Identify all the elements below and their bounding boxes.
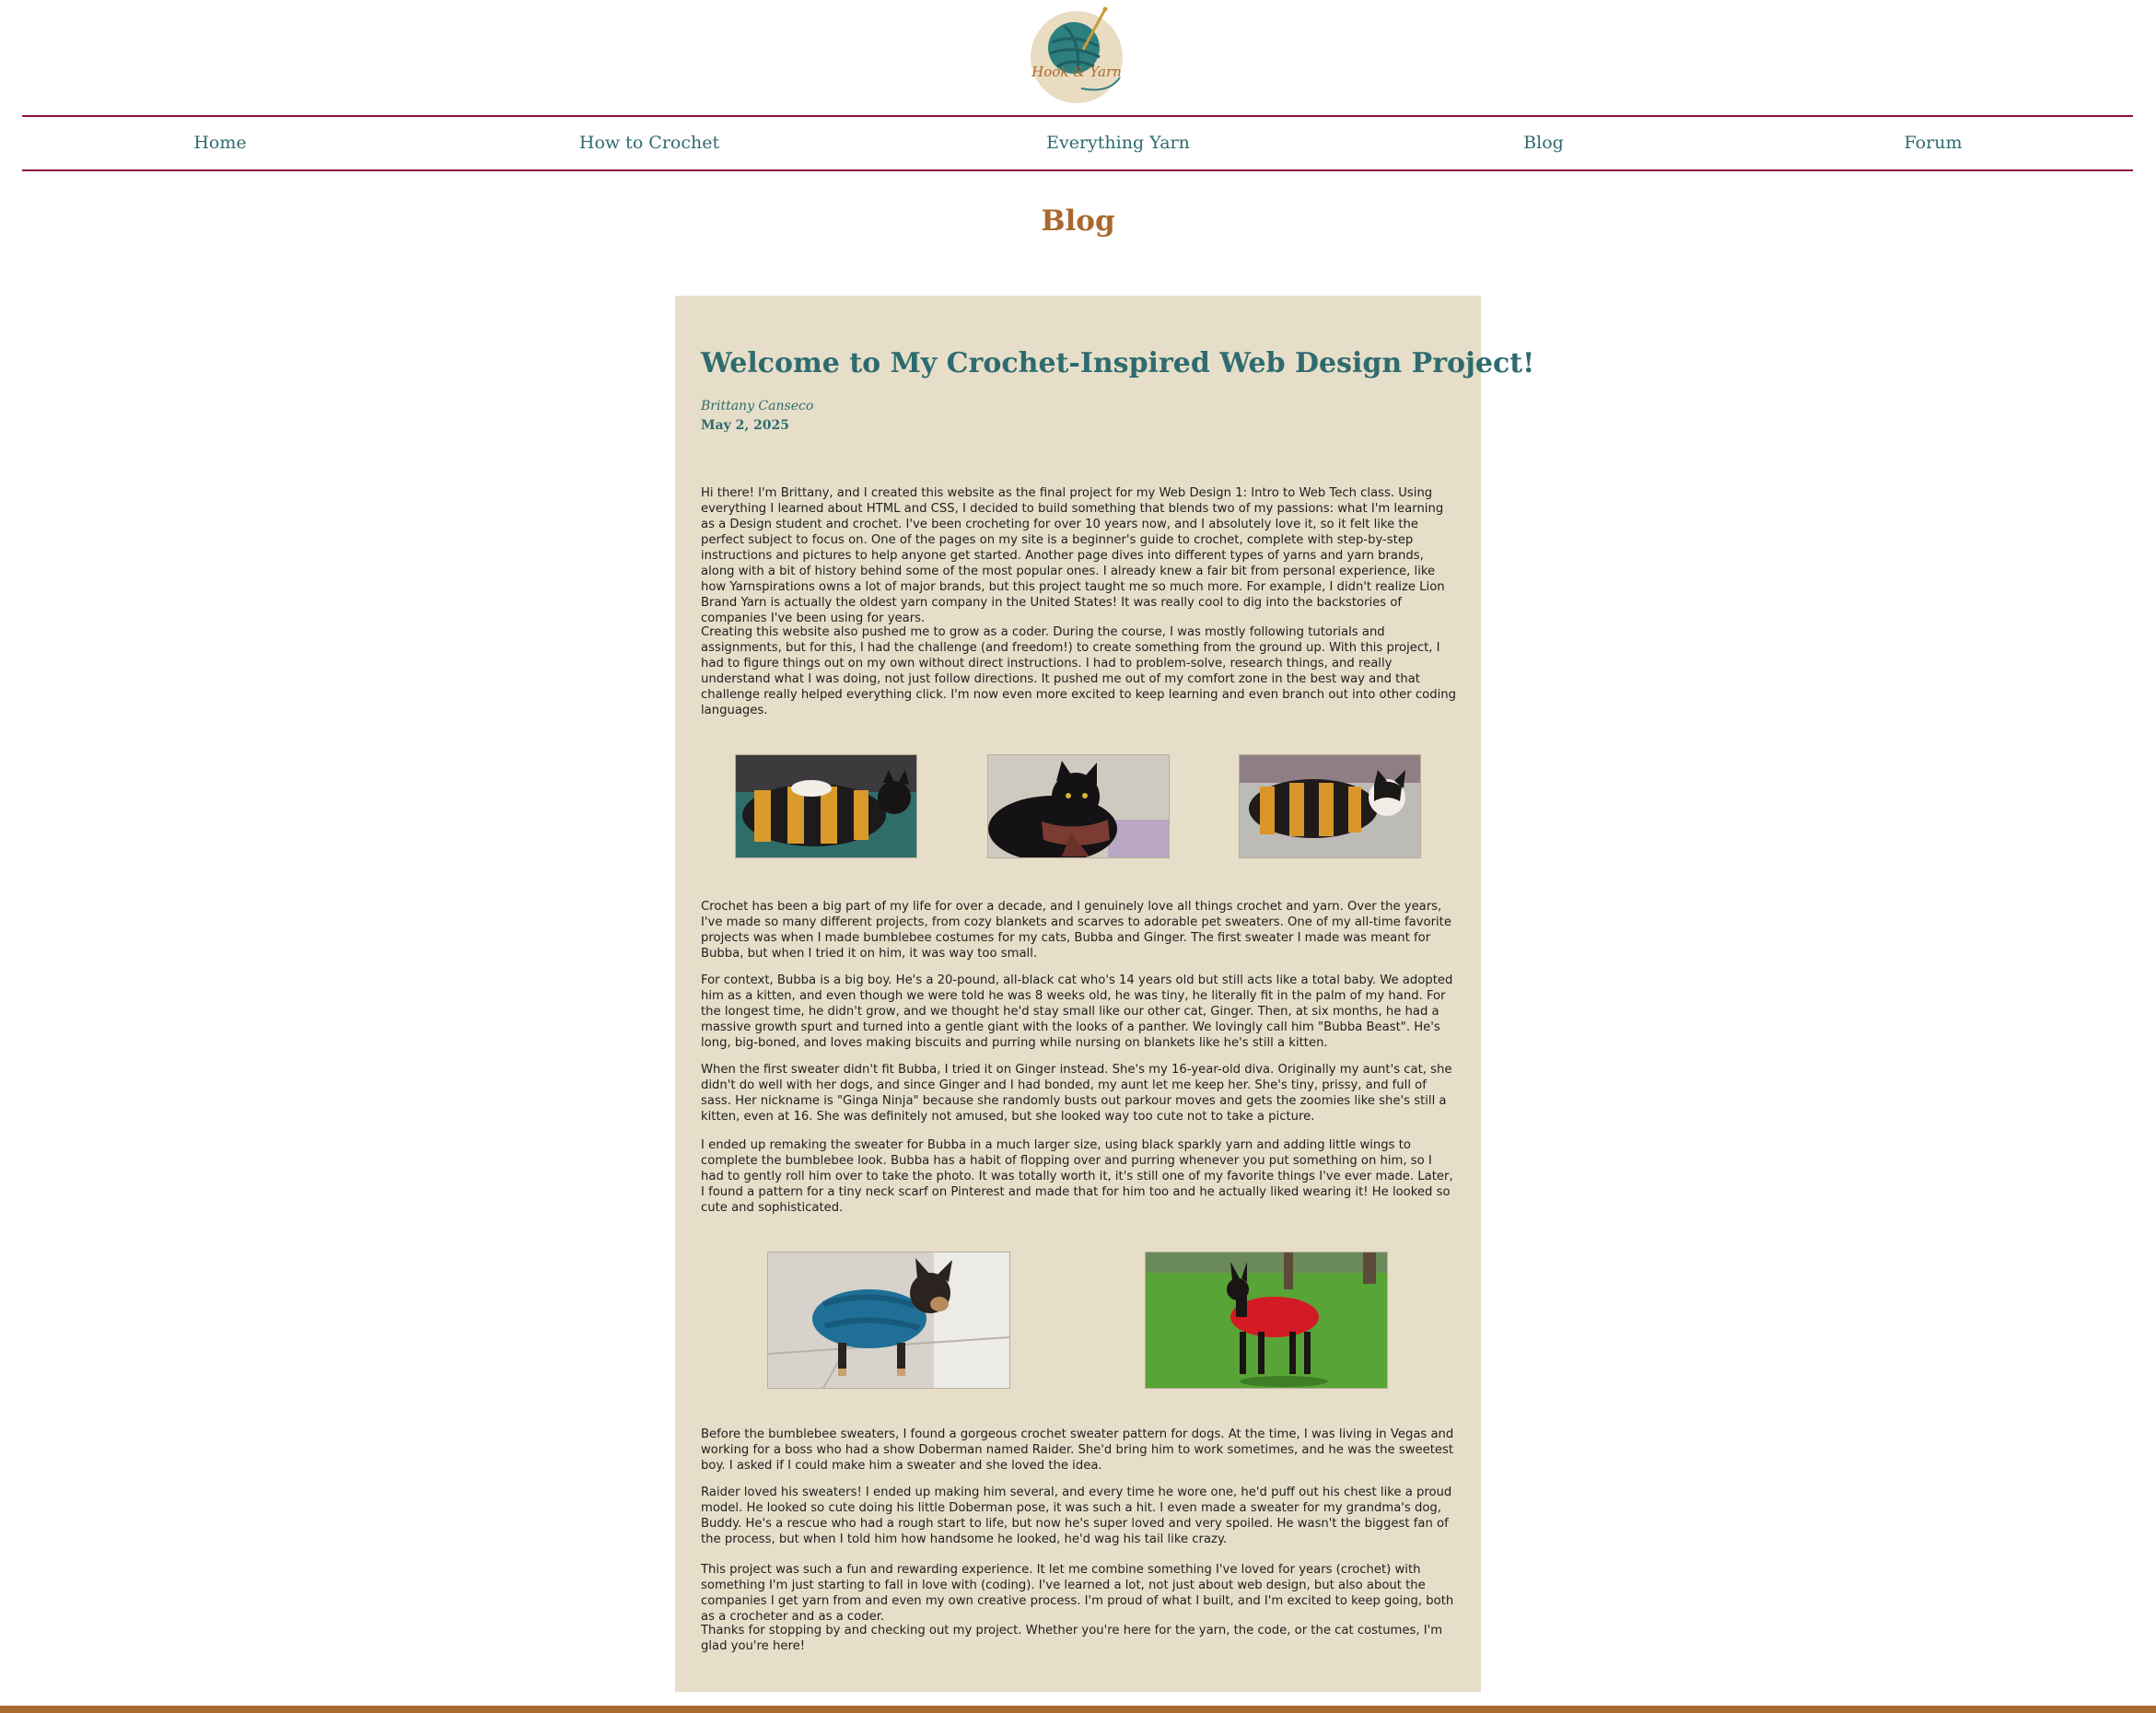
photo-ginger-bumblebee-sweater — [735, 754, 917, 858]
post-paragraph: Before the bumblebee sweaters, I found a gorgeous crochet sweater pattern for dogs. At the time, I was living in Vegas and working for a boss who had a show Doberman named Raider. She'd bring him to work sometimes, and he was the sweetest boy. I asked if I could make him a sweater and she loved the idea. — [701, 1428, 1454, 1473]
page-title: Blog — [1041, 204, 1115, 238]
photo-bubba-neck-scarf — [987, 754, 1170, 858]
nav-item-how-to-crochet[interactable]: How to Crochet — [578, 133, 720, 153]
post-paragraph: I ended up remaking the sweater for Bubba in a much larger size, using black sparkly yarn and adding little wings to complete the bumblebee look. Bubba has a habit of flopping over and purring whenever you put something on him, so I had to gently roll him over to take the photo. It was totally worth it, it's still one of my favorite things I've ever made. Later, I found a pattern for a tiny neck scarf on Pinterest and made that for him too and he actually liked wearing it! He looked so cute and sophisticated. — [701, 1138, 1453, 1215]
post-title: Welcome to My Crochet-Inspired Web Design Project! — [701, 347, 1535, 379]
nav-item-home[interactable]: Home — [193, 133, 247, 153]
nav-item-forum[interactable]: Forum — [1904, 133, 1963, 153]
nav-item-everything-yarn[interactable]: Everything Yarn — [1046, 133, 1190, 153]
nav-bottom-rule — [22, 169, 2133, 171]
photo-bubba-bumblebee-sweater — [1239, 754, 1421, 858]
blog-post-card — [675, 296, 1535, 1692]
post-paragraph: Creating this website also pushed me to grow as a coder. During the course, I was mostly following tutorials and assignments, but for this, I had the challenge (and freedom!) to create something from the ground up. With this project, I had to figure things out on my own without direct instructions. I had to problem-solve, research things, and really understand what I was doing, not just follow directions. It pushed me out of my comfort zone in the best way and that challenge really helped everything click. I'm now even more excited to keep learning and even branch out into other coding languages. — [701, 625, 1456, 717]
post-paragraph: Hi there! I'm Brittany, and I created this website as the final project for my Web Design 1: Intro to Web Tech class. Using everything I learned about HTML and CSS, I decided to build something that blends two of my passions: what I'm learning as a Design student and crochet. I've been crocheting for over 10 years now, and I absolutely love it, so it felt like the perfect subject to focus on. One of the pages on my site is a beginner's guide to crochet, complete with step-by-step instructions and pictures to help anyone get started. Another page dives into different types of yarns and yarn brands, along with a bit of history behind some of the most popular ones. I already knew a fair bit from personal experience, like how Yarnspirations owns a lot of major brands, but this project taught me so much more. For example, I didn't realize Lion Brand Yarn is actually the oldest yarn company in the United States! It was really cool to dig into the backstories of companies I've been using for years. — [701, 486, 1445, 625]
main-nav — [22, 117, 2133, 169]
nav-item-blog[interactable]: Blog — [1523, 133, 1564, 153]
yarn-ball-hook-icon — [1017, 6, 1136, 109]
site-logo[interactable] — [1017, 6, 1136, 109]
post-paragraph: When the first sweater didn't fit Bubba, I tried it on Ginger instead. She's my 16-year-old diva. Originally my aunt's cat, she didn't do well with her dogs, and since Ginger and I had bonded, my aunt let me keep her. She's tiny, prissy, and full of sass. Her nickname is "Ginga Ninja" because she randomly busts out parkour moves and gets the zoomies like she's still a kitten, even at 16. She was definitely not amused, but she looked way too cute not to take a picture. — [701, 1063, 1452, 1124]
photo-buddy-blue-sweater — [767, 1252, 1010, 1389]
post-paragraph: Raider loved his sweaters! I ended up making him several, and every time he wore one, he'd puff out his chest like a proud model. He looked so cute doing his little Doberman pose, it was such a hit. I even made a sweater for my grandma's dog, Buddy. He's a rescue who had a rough start to life, but now he's super loved and very spoiled. He wasn't the biggest fan of the process, but when I told him how handsome he looked, he'd wag his tail like crazy. — [701, 1486, 1452, 1546]
post-author: Brittany Canseco — [701, 399, 814, 414]
post-paragraph: Crochet has been a big part of my life for over a decade, and I genuinely love all things crochet and yarn. Over the years, I've made so many different projects, from cozy blankets and scarves to adorable pet sweaters. One of my all-time favorite projects was when I made bumblebee costumes for my cats, Bubba and Ginger. The first sweater I made was meant for Bubba, but when I tried it on him, it was way too small. — [701, 900, 1451, 961]
footer-bar — [0, 1706, 2156, 1713]
post-paragraph: For context, Bubba is a big boy. He's a 20-pound, all-black cat who's 14 years old but still acts like a total baby. We adopted him as a kitten, and even though we were told he was 8 weeks old, he was tiny, he literally fit in the palm of my hand. For the longest time, he didn't grow, and we thought he'd stay small like our other cat, Ginger. Then, at six months, he had a massive growth spurt and turned into a gentle giant with the looks of a panther. We lovingly call him "Bubba Beast". He's long, big-boned, and loves making biscuits and purring while nursing on blankets like he's still a kitten. — [701, 973, 1453, 1050]
photo-raider-red-sweater — [1145, 1252, 1388, 1389]
post-paragraph: This project was such a fun and rewarding experience. It let me combine something I've loved for years (crochet) with something I'm just starting to fall in love with (coding). I've learned a lot, not just about web design, but also about the companies I get yarn from and even my own creative process. I'm proud of what I built, and I'm excited to keep going, both as a crocheter and as a coder. — [701, 1563, 1454, 1624]
post-date: May 2, 2025 — [701, 418, 790, 433]
post-paragraph: Thanks for stopping by and checking out my project. Whether you're here for the yarn, the code, or the cat costumes, I'm glad you're here! — [701, 1624, 1443, 1653]
logo-wordmark: Hook & Yarn — [1031, 64, 1122, 80]
